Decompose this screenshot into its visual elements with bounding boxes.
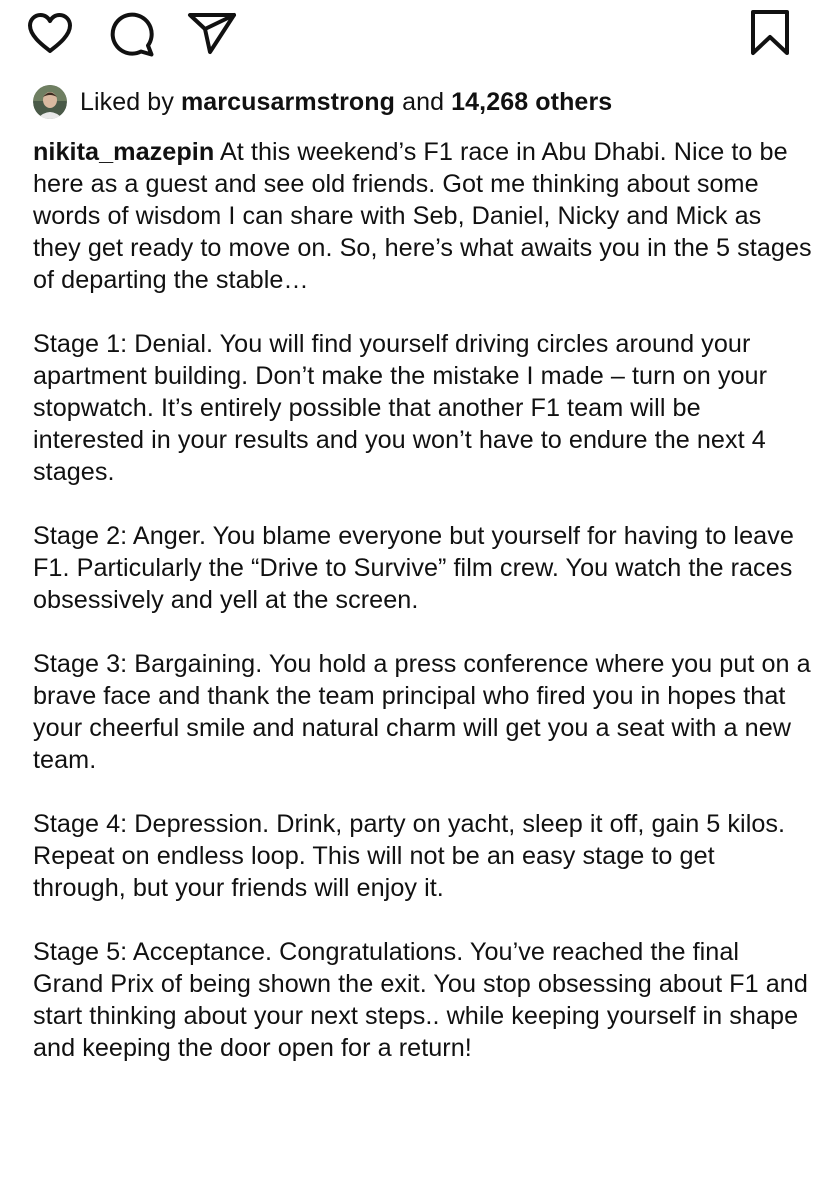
paper-plane-icon[interactable] (186, 10, 238, 56)
caption-stage-paragraph: Stage 3: Bargaining. You hold a press conference where you put on a brave face and thank the team principal who fired you in hopes that your cheerful smile and natural charm will get you a seat with a new team. (33, 650, 811, 774)
caption-stage-paragraph: Stage 2: Anger. You blame everyone but yourself for having to leave F1. Particularly the “Drive to Survive” film crew. You watch the races obsessively and yell at the screen. (33, 522, 794, 614)
likes-prefix: Liked by (80, 87, 174, 116)
caption-intro-text: At this weekend’s F1 race in Abu Dhabi. Nice to be here as a guest and see old friends. Got me thinking about some words of wisdom I can share with Seb, Daniel, Nicky and Mick as they get ready to move on. So, here’s what awaits you in the 5 stages of departing the stable… (33, 138, 812, 294)
caption-stage-paragraph: Stage 1: Denial. You will find yourself driving circles around your apartment building. Don’t make the mistake I made – turn on your stopwatch. It’s entirely possible that another F1 team will be interested in your results and you won’t have to endure the next 4 stages. (33, 330, 768, 486)
liker-avatar[interactable] (33, 85, 67, 119)
caption-stage-paragraph: Stage 5: Acceptance. Congratulations. You’ve reached the final Grand Prix of being shown the exit. You stop obsessing about F1 and start thinking about your next steps.. while keeping yourself in shape and keeping the door open for a return! (33, 938, 808, 1062)
bookmark-outline-icon[interactable] (747, 8, 793, 58)
likes-summary (33, 84, 612, 120)
post-action-bar (0, 0, 828, 70)
caption-username[interactable]: nikita_mazepin (33, 138, 215, 166)
post-caption (33, 136, 813, 1096)
caption-stage-paragraph: Stage 4: Depression. Drink, party on yacht, sleep it off, gain 5 kilos. Repeat on endless loop. This will not be an easy stage to get through, but your friends will enjoy it. (33, 810, 786, 902)
likes-connector: and (402, 87, 445, 116)
comment-bubble-icon[interactable] (107, 10, 157, 58)
caption-intro-paragraph (33, 136, 813, 296)
heart-outline-icon[interactable] (26, 10, 74, 58)
likes-others-count[interactable]: 14,268 others (451, 87, 613, 116)
liker-username[interactable]: marcusarmstrong (180, 87, 396, 116)
